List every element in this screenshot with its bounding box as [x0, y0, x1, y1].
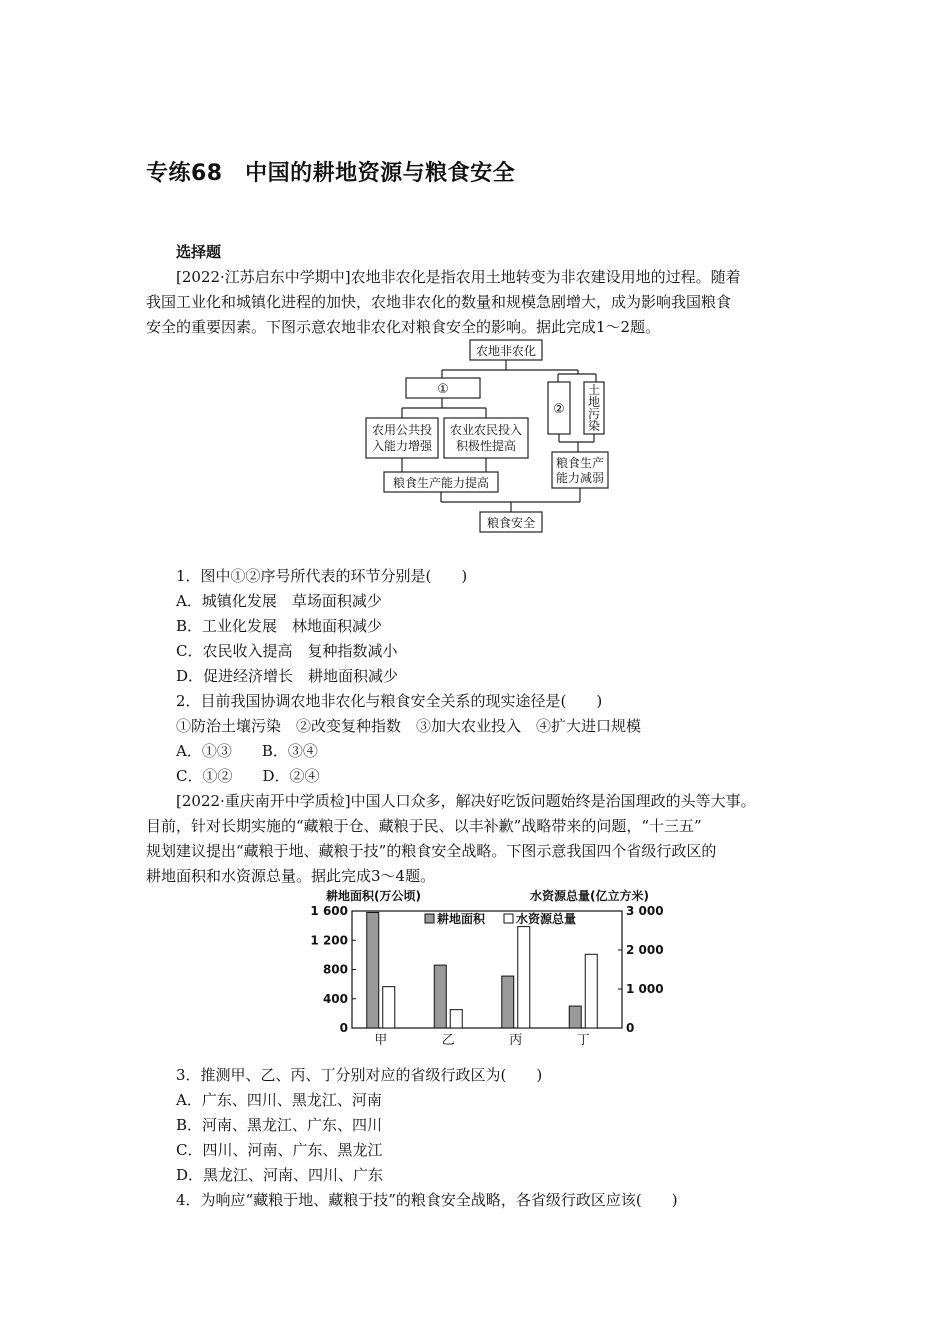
flow-pollution-char-4: 染	[587, 419, 601, 433]
legend-label-water: 水资源总量	[516, 912, 577, 926]
xtick-label: 丙	[509, 1033, 523, 1048]
flow-weak-label-1: 粮食生产	[555, 456, 605, 470]
bar-water-2	[450, 1010, 462, 1028]
ytick-right-label: 2 000	[626, 943, 664, 957]
flow-farmer-label-2: 积极性提高	[455, 439, 517, 453]
bar-water-4	[585, 954, 597, 1028]
ytick-left-label: 1 200	[310, 933, 348, 948]
flow-pollution-char-3: 污	[587, 407, 601, 421]
passage2-line2: 目前，针对长期实施的“藏粮于仓、藏粮于民、以丰补歉”战略带来的问题，“十三五”	[146, 817, 702, 835]
flow-public-label-2: 入能力增强	[371, 439, 433, 453]
passage1-line2: 我国工业化和城镇化进程的加快，农地非农化的数量和规模急剧增大，成为影响我国粮食	[146, 293, 732, 311]
chart-ylabel-right: 水资源总量(亿立方米)	[530, 889, 649, 903]
flow-public-label-1: 农用公共投	[371, 423, 433, 437]
flow-top-label: 农地非农化	[475, 344, 537, 358]
page-title: 专练68 中国的耕地资源与粮食安全	[146, 161, 516, 186]
flow-weak-label-2: 能力减弱	[555, 471, 605, 485]
q3-option-d: D．黑龙江、河南、四川、广东	[176, 1166, 384, 1184]
flow-up-label: 粮食生产能力提高	[392, 476, 490, 490]
passage2-line1: [2022·重庆南开中学质检]中国人口众多，解决好吃饭问题始终是治国理政的头等大事。	[176, 792, 756, 810]
bar-cultivated-2	[434, 965, 446, 1028]
xtick-label: 丁	[576, 1033, 590, 1048]
q2-items: ①防治土壤污染 ②改变复种指数 ③加大农业投入 ④扩大进口规模	[176, 717, 642, 735]
ytick-left-label: 400	[322, 991, 348, 1006]
q2-stem: 2．目前我国协调农地非农化与粮食安全关系的现实途径是( )	[176, 692, 603, 710]
flow-circle2-label: ②	[553, 402, 565, 417]
passage1-line3: 安全的重要因素。下图示意农地非农化对粮食安全的影响。据此完成1～2题。	[146, 318, 661, 336]
legend-label-cultivated: 耕地面积	[437, 912, 486, 926]
q2-options-cd: C．①② D．②④	[176, 767, 320, 785]
q1-option-a: A．城镇化发展 草场面积减少	[176, 592, 382, 610]
q3-option-b: B．河南、黑龙江、广东、四川	[176, 1116, 383, 1134]
q4-stem: 4．为响应“藏粮于地、藏粮于技”的粮食安全战略，各省级行政区应该( )	[176, 1191, 678, 1209]
section-heading: 选择题	[176, 243, 222, 261]
xtick-label: 甲	[374, 1033, 388, 1048]
q1-option-c: C．农民收入提高 复种指数减小	[176, 642, 398, 660]
flow-pollution-char-1: 土	[587, 383, 601, 397]
ytick-left-label: 0	[339, 1021, 348, 1035]
q1-option-b: B．工业化发展 林地面积减少	[176, 617, 383, 635]
flowchart	[360, 336, 620, 538]
bar-cultivated-4	[569, 1006, 581, 1028]
q3-option-a: A．广东、四川、黑龙江、河南	[176, 1091, 382, 1109]
bar-water-3	[518, 927, 530, 1028]
bar-cultivated-1	[367, 912, 379, 1028]
chart-ylabel-left: 耕地面积(万公顷)	[326, 889, 421, 903]
passage1-line1: [2022·江苏启东中学期中]农地非农化是指农用土地转变为非农建设用地的过程。随着	[176, 268, 741, 286]
passage2-line4: 耕地面积和水资源总量。据此完成3～4题。	[146, 867, 436, 885]
flow-farmer-label-1: 农业农民投入	[449, 423, 523, 437]
xtick-label: 乙	[441, 1033, 455, 1048]
ytick-right-label: 3 000	[626, 904, 664, 918]
chart-legend	[425, 911, 576, 926]
ytick-right-label: 1 000	[626, 982, 664, 996]
q1-option-d: D．促进经济增长 耕地面积减少	[176, 667, 399, 685]
legend-swatch-cultivated	[425, 914, 434, 923]
q3-stem: 3．推测甲、乙、丙、丁分别对应的省级行政区为( )	[176, 1066, 543, 1084]
bar-cultivated-3	[502, 976, 514, 1028]
flow-circle1-label: ①	[437, 382, 449, 397]
q3-option-c: C．四川、河南、广东、黑龙江	[176, 1141, 383, 1159]
passage2-line3: 规划建议提出“藏粮于地、藏粮于技”的粮食安全战略。下图示意我国四个省级行政区的	[146, 842, 717, 860]
flow-pollution-char-2: 地	[587, 395, 601, 409]
q1-stem: 1．图中①②序号所代表的环节分别是( )	[176, 567, 468, 585]
legend-swatch-water	[504, 914, 513, 923]
flow-bottom-label: 粮食安全	[486, 516, 536, 530]
bar-water-1	[383, 987, 395, 1028]
bar-chart	[300, 884, 680, 1054]
q2-options-ab: A．①③ B．③④	[176, 742, 318, 760]
ytick-left-label: 800	[322, 962, 348, 977]
ytick-left-label: 1 600	[310, 904, 348, 918]
ytick-right-label: 0	[626, 1021, 635, 1035]
